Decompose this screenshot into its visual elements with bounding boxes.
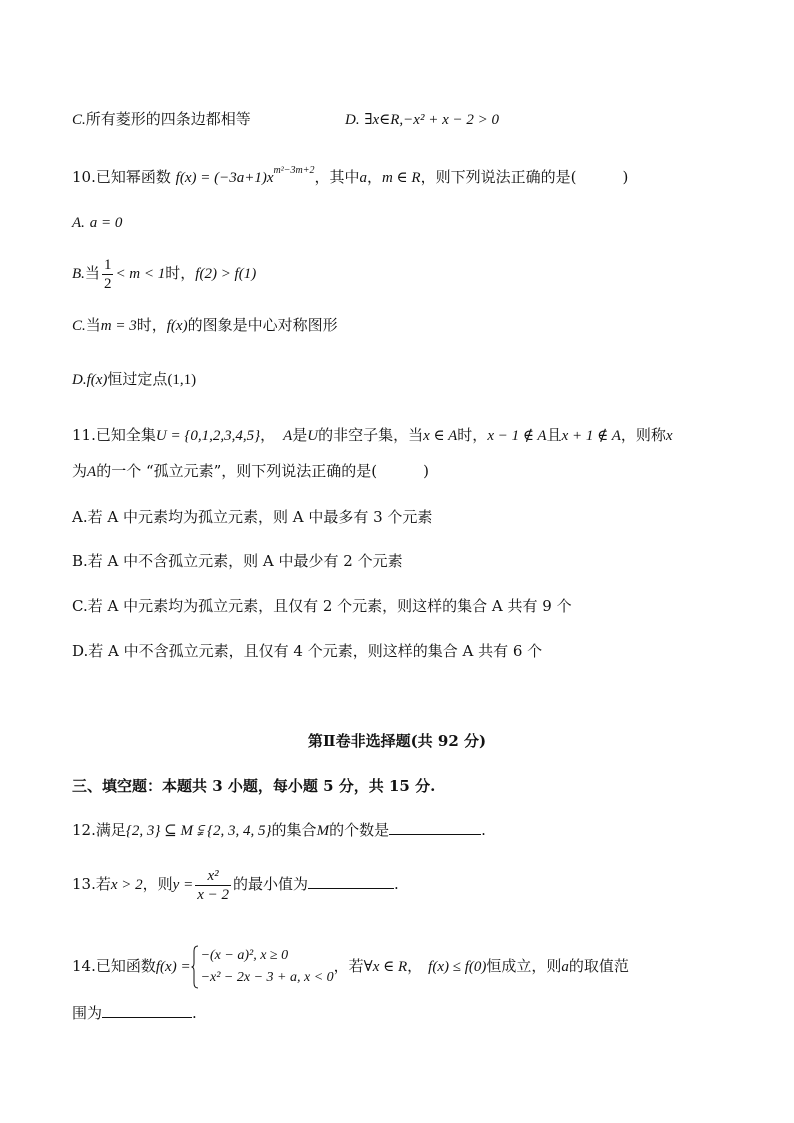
answer-blank[interactable] <box>389 818 481 835</box>
option-label: D. <box>72 372 87 388</box>
stem-text: ，则下列说法正确的是( <box>420 168 577 186</box>
answer-blank[interactable] <box>102 1001 192 1018</box>
fraction-denominator: x − 2 <box>197 886 229 903</box>
option-math: (1,1) <box>167 372 197 388</box>
stem-text: 的取值范 <box>568 957 629 975</box>
stem-text: 的非空子集，当 <box>318 426 424 444</box>
stem-text: 已知函数 <box>95 957 156 975</box>
stem-text: 的最小值为 <box>232 875 308 893</box>
option-math: f(x) <box>86 372 108 388</box>
brace-icon <box>191 945 199 989</box>
option-text: 当 <box>84 264 100 282</box>
period: . <box>481 821 486 839</box>
stem-text: 满足 <box>95 821 126 839</box>
option-text: 时， <box>165 264 196 282</box>
question-number: 13. <box>72 875 96 893</box>
separator: ， <box>407 957 423 975</box>
option-math: ∃x∈R,−x² + x − 2 > 0 <box>364 112 499 128</box>
stem-text: 已知全集 <box>95 426 156 444</box>
question-number: 12. <box>72 821 96 839</box>
condition: x − 1 ∉ A <box>487 428 547 444</box>
option-text: 的图象是中心对称图形 <box>187 316 338 334</box>
var-m: m ∈ R <box>381 170 421 186</box>
q11-option-a: A.若 A 中元素均为孤立元素，则 A 中最多有 3 个元素 <box>72 508 433 526</box>
q11-option-c: C.若 A 中元素均为孤立元素，且仅有 2 个元素，则这样的集合 A 共有 9 个 <box>72 597 572 615</box>
universal-set: U = {0,1,2,3,4,5} <box>155 428 261 444</box>
stem-text: 为 <box>72 462 88 480</box>
q11-option-d: D.若 A 中不含孤立元素，且仅有 4 个元素，则这样的集合 A 共有 6 个 <box>72 642 543 660</box>
var-A: A <box>283 428 293 444</box>
option-label: D. <box>345 112 360 128</box>
q10-option-a <box>72 211 122 234</box>
option-math: m = 3 <box>100 318 137 334</box>
q9-option-c <box>72 108 251 131</box>
stem-text: 已知幂函数 <box>95 168 171 186</box>
q14-line2 <box>72 1001 197 1024</box>
option-label: A. <box>72 215 85 231</box>
case-1: −(x − a)², x ≥ 0 <box>200 948 289 963</box>
q13 <box>72 864 399 905</box>
function-exponent: m²−3m+2 <box>273 165 315 176</box>
q14-line1 <box>72 942 629 991</box>
forall: ∀x ∈ R <box>363 959 408 975</box>
stem-text: 围为 <box>72 1004 103 1022</box>
stem-text: 若 <box>95 875 111 893</box>
q11-stem-line1 <box>72 424 673 447</box>
stem-text: ，若 <box>333 957 364 975</box>
option-math: f(2) > f(1) <box>195 266 257 282</box>
option-math: a = 0 <box>89 215 123 231</box>
piecewise-cases <box>191 945 334 989</box>
stem-text: 的集合 <box>271 821 317 839</box>
var-a: a <box>359 170 367 186</box>
period: . <box>394 875 399 893</box>
case-2: −x² − 2x − 3 + a, x < 0 <box>200 970 334 985</box>
option-text: 当 <box>85 316 101 334</box>
question-number: 14. <box>72 957 96 975</box>
stem-text: 是 <box>292 426 308 444</box>
option-label: C. <box>72 112 86 128</box>
fraction-numerator: x² <box>195 867 231 886</box>
option-label: C. <box>72 318 86 334</box>
option-text: 所有菱形的四条边都相等 <box>85 110 251 128</box>
question-number: 10. <box>72 168 96 186</box>
q10-option-b <box>72 255 256 293</box>
stem-text: 时， <box>457 426 488 444</box>
separator: ， <box>366 168 382 186</box>
fraction-half <box>102 256 114 293</box>
var-x: x <box>665 428 673 444</box>
fraction-denominator: 2 <box>103 275 112 292</box>
stem-text: 且 <box>546 426 562 444</box>
stem-text: ，则称 <box>620 426 666 444</box>
q10-option-d <box>72 368 196 391</box>
condition: x ∈ A <box>423 428 458 444</box>
option-text: 恒过定点 <box>107 370 168 388</box>
inequality: f(x) ≤ f(0) <box>428 959 487 975</box>
option-math: < m < 1 <box>115 266 166 282</box>
var-a: a <box>561 959 569 975</box>
condition: x + 1 ∉ A <box>561 428 621 444</box>
condition: x > 2 <box>110 877 143 893</box>
stem-text: 的一个 “孤立元素”，则下列说法正确的是( <box>96 462 378 480</box>
stem-text: 恒成立，则 <box>486 957 562 975</box>
option-label: B. <box>72 266 85 282</box>
separator: ， <box>260 426 276 444</box>
q11-option-b: B.若 A 中不含孤立元素，则 A 中最少有 2 个元素 <box>72 552 403 570</box>
power-function <box>175 165 315 186</box>
fraction <box>195 867 231 904</box>
part-heading: 三、填空题：本题共 3 小题，每小题 5 分，共 15 分. <box>72 777 436 795</box>
fraction-numerator: 1 <box>103 256 112 273</box>
option-math: f(x) <box>166 318 188 334</box>
option-text: 时， <box>136 316 167 334</box>
stem-text: ，则 <box>142 875 173 893</box>
question-number: 11. <box>72 426 96 444</box>
q11-stem-line2 <box>72 460 429 483</box>
set-relation: {2, 3} ⊆ M ⫋ {2, 3, 4, 5} <box>125 823 272 839</box>
paren-close: ) <box>423 462 430 480</box>
answer-blank[interactable] <box>308 872 394 889</box>
function-def: f(x) = <box>155 959 191 975</box>
paren-close: ) <box>622 168 629 186</box>
q12 <box>72 818 486 842</box>
function-base: f(x) = (−3a+1)x <box>175 170 274 186</box>
y-equals: y = <box>172 877 194 893</box>
var-M: M <box>316 823 330 839</box>
var-A: A <box>87 464 97 480</box>
q10-stem <box>72 160 628 189</box>
section-title: 第Ⅱ卷非选择题(共 92 分) <box>307 732 487 750</box>
stem-text: 的个数是 <box>329 821 390 839</box>
period: . <box>192 1004 197 1022</box>
stem-text: ，其中 <box>314 168 360 186</box>
q10-option-c <box>72 314 338 337</box>
var-U: U <box>307 428 319 444</box>
q9-option-d <box>345 108 499 131</box>
